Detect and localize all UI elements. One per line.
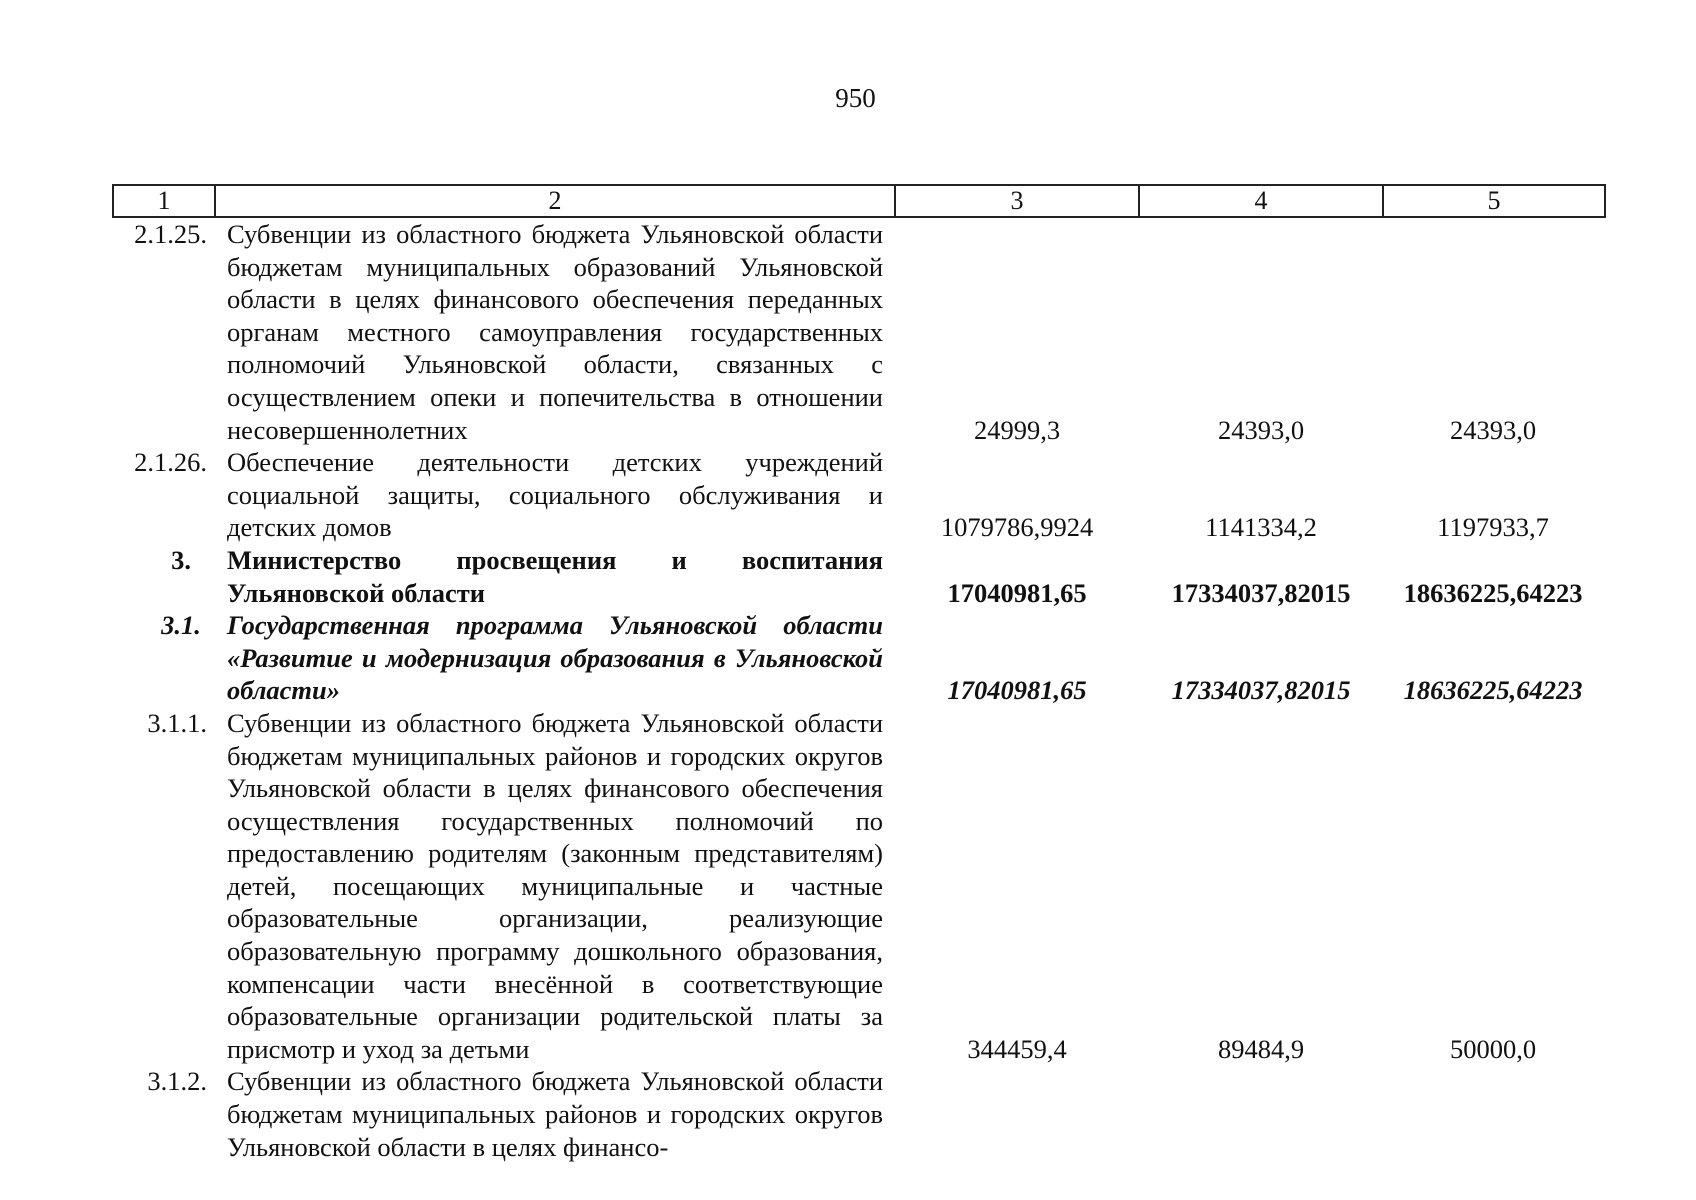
row-number: 2.1.26. — [134, 447, 207, 478]
row-value-col3: 344459,4 — [967, 1033, 1067, 1064]
row-description: Субвенции из областного бюджета Ульяновской области бюджетам муниципальных районов и городских округов Ульяновской области в целях финансо- — [227, 1066, 883, 1162]
column-header-4: 4 — [1139, 185, 1383, 217]
row-value-col4: 17334037,82015 — [1171, 675, 1351, 706]
row-number: 3.1.1. — [147, 707, 207, 738]
row-description: Государственная программа Ульяновской области «Развитие и модернизация образования в Ульяновской области» — [227, 610, 883, 706]
column-header-2: 2 — [215, 185, 895, 217]
row-value-col5: 1197933,7 — [1437, 512, 1549, 543]
table-row-ministry — [113, 544, 1605, 609]
table-row-program — [113, 609, 1605, 707]
column-header-5: 5 — [1383, 185, 1605, 217]
table-row — [113, 707, 1605, 1066]
row-value-col5: 18636225,64223 — [1403, 675, 1583, 706]
column-header-1: 1 — [113, 185, 215, 217]
row-value-col5 — [1383, 1065, 1605, 1163]
row-value-col3: 24999,3 — [973, 414, 1061, 445]
row-value-col4 — [1139, 1065, 1383, 1163]
row-value-col3 — [895, 1065, 1139, 1163]
row-value-col3: 17040981,65 — [947, 577, 1087, 608]
row-value-col4: 24393,0 — [1217, 414, 1305, 445]
row-description: Обеспечение деятельности детских учреждений социальной защиты, социального обслуживания и детских домов — [227, 447, 883, 543]
row-number: 3.1. — [161, 610, 201, 641]
row-description: Субвенции из областного бюджета Ульяновской области бюджетам муниципальных образований Ульяновской области в целях финансового обеспечения переданных органам местного самоуправления государственных полномочий Ульяновской области, связанных с осуществлением опеки и попечительства в отношении несовершеннолетних — [227, 219, 883, 445]
table-row — [113, 217, 1605, 446]
row-description: Субвенции из областного бюджета Ульяновской области бюджетам муниципальных районов и городских округов Ульяновской области в целях финансового обеспечения осуществления государственных полномочий по предоставлению родителям (законным представителям) детей, посещающих муниципальные и частные образовательные организации, реализующие образовательную программу дошкольного образования, компенсации части внесённой в соответствующие образовательные организации родительской платы за присмотр и уход за детьми — [227, 707, 883, 1064]
row-value-col5: 18636225,64223 — [1403, 577, 1583, 608]
table-header-row — [113, 185, 1605, 217]
row-value-col4: 17334037,82015 — [1171, 577, 1351, 608]
page-number: 950 — [835, 83, 876, 113]
column-header-3: 3 — [895, 185, 1139, 217]
row-value-col3: 17040981,65 — [947, 675, 1087, 706]
row-number: 2.1.25. — [134, 219, 207, 249]
row-value-col4: 89484,9 — [1217, 1033, 1305, 1064]
row-value-col3: 1079786,9924 — [940, 512, 1094, 543]
row-value-col4: 1141334,2 — [1205, 512, 1317, 543]
row-number: 3. — [171, 544, 191, 575]
table-body — [113, 217, 1605, 1163]
table-row — [113, 446, 1605, 544]
table-header — [113, 185, 1605, 217]
row-number: 3.1.2. — [147, 1066, 207, 1097]
row-value-col5: 50000,0 — [1449, 1033, 1537, 1064]
row-value-col5: 24393,0 — [1449, 414, 1537, 445]
table-row — [113, 1065, 1605, 1163]
row-description: Министерство просвещения и воспитания Ульяновской области — [227, 544, 883, 608]
budget-table — [112, 184, 1606, 1163]
